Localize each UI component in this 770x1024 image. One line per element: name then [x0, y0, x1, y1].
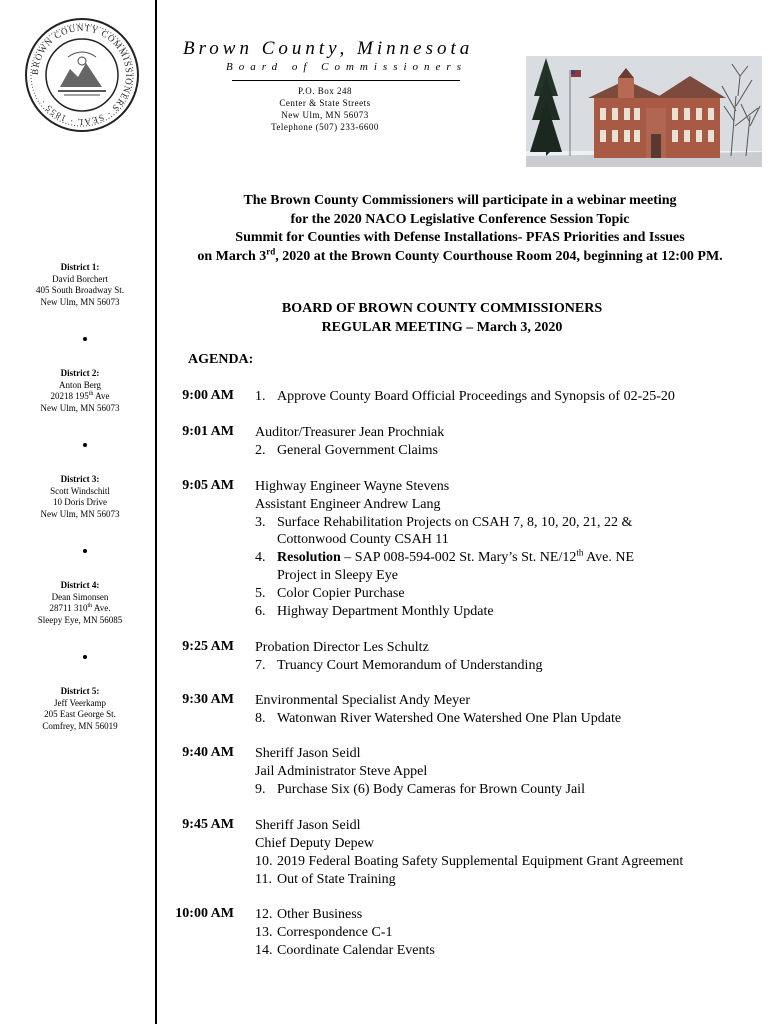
- agenda-item-5: 5. Color Copier Purchase: [255, 586, 405, 601]
- district-title: District 4:: [60, 580, 100, 590]
- district-title: District 1:: [60, 262, 100, 272]
- district-title: District 5:: [60, 686, 100, 696]
- agenda-time: 9:05 AM: [182, 478, 234, 493]
- agenda-presenter: Assistant Engineer Andrew Lang: [255, 497, 441, 512]
- sidebar-bullet: [83, 549, 87, 553]
- commissioner-address-line-1: 10 Doris Drive: [53, 497, 107, 507]
- commissioner-address-line-2: New Ulm, MN 56073: [40, 508, 120, 519]
- agenda-time: 9:25 AM: [182, 639, 234, 654]
- commissioner-name: David Borchert: [52, 273, 108, 284]
- sidebar-bullet: [83, 443, 87, 447]
- sidebar-divider: [155, 0, 157, 1024]
- agenda-item-10: 10. 2019 Federal Boating Safety Supplemental Equipment Grant Agreement: [255, 854, 684, 869]
- commissioner-address-line-2: New Ulm, MN 56073: [40, 402, 120, 413]
- commissioner-address-line-1: 20218 195th Ave: [50, 391, 110, 401]
- district-title: District 2:: [60, 368, 100, 378]
- agenda-time: 10:00 AM: [175, 906, 234, 921]
- header-title: Brown County, Minnesota: [183, 38, 474, 59]
- commissioner-address-line-2: Comfrey, MN 56019: [42, 720, 118, 731]
- agenda-presenter: Highway Engineer Wayne Stevens: [255, 479, 450, 494]
- agenda-time: 9:00 AM: [182, 388, 234, 403]
- announcement-line-2: for the 2020 NACO Legislative Conference Session Topic: [290, 211, 630, 227]
- agenda-item-7: 7. Truancy Court Memorandum of Understanding: [255, 658, 543, 673]
- announcement-line-1: The Brown County Commissioners will participate in a webinar meeting: [243, 193, 677, 208]
- agenda-time: 9:01 AM: [182, 424, 234, 439]
- agenda-time: 9:30 AM: [182, 692, 234, 707]
- commissioner-address-line-1: 28711 310th Ave.: [49, 603, 111, 613]
- district-1-card: [20, 262, 140, 308]
- agenda-time: 9:40 AM: [182, 745, 234, 760]
- agenda-item-4: 4. Resolution – SAP 008-594-002 St. Mary’s St. NE/12th Ave. NE: [255, 547, 635, 565]
- agenda-presenter: Sheriff Jason Seidl: [255, 746, 361, 761]
- courthouse-image: [526, 56, 762, 167]
- district-4-card: [20, 580, 140, 626]
- agenda-presenter: Probation Director Les Schultz: [255, 640, 429, 655]
- commissioner-name: Jeff Veerkamp: [54, 697, 106, 708]
- agenda-item-8: 8. Watonwan River Watershed One Watershed One Plan Update: [255, 711, 622, 726]
- header-address: [230, 85, 420, 133]
- header-subtitle: Board of Commissioners: [226, 61, 467, 73]
- seal-lettering: BROWN COUNTY COMMISSIONERS · SEAL · 1855 ·: [29, 22, 135, 128]
- seal-graphic: [24, 17, 140, 133]
- agenda-item-13: 13. Correspondence C-1: [255, 925, 393, 940]
- agenda-item-3-continued: Cottonwood County CSAH 11: [277, 532, 449, 547]
- district-title: District 3:: [60, 474, 100, 484]
- commissioner-name: Scott Windschitl: [50, 485, 110, 496]
- webinar-announcement: [160, 192, 760, 266]
- announcement-line-3: Summit for Counties with Defense Installations- PFAS Priorities and Issues: [235, 230, 685, 245]
- agenda-item-11: 11. Out of State Training: [255, 872, 396, 887]
- agenda-item-6: 6. Highway Department Monthly Update: [255, 604, 494, 619]
- agenda-presenter: Sheriff Jason Seidl: [255, 818, 361, 833]
- agenda-presenter: Auditor/Treasurer Jean Prochniak: [255, 425, 445, 440]
- announcement-line-4: on March 3rd, 2020 at the Brown County Courthouse Room 204, beginning at 12:00 PM.: [197, 245, 723, 264]
- agenda-item-2: 2. General Government Claims: [255, 443, 438, 458]
- address-po-box: P.O. Box 248: [297, 86, 352, 96]
- commissioner-name: Anton Berg: [58, 379, 102, 390]
- agenda-presenter: Chief Deputy Depew: [255, 836, 374, 851]
- agenda-time: 9:45 AM: [182, 817, 234, 832]
- commissioner-address-line-1: 405 South Broadway St.: [35, 285, 124, 295]
- agenda-item-1: 1. Approve County Board Official Proceedings and Synopsis of 02-25-20: [255, 389, 675, 404]
- address-telephone: Telephone (507) 233-6600: [271, 122, 379, 132]
- sidebar-bullet: [83, 655, 87, 659]
- county-seal: [24, 17, 140, 133]
- address-street: Center & State Streets: [279, 98, 371, 108]
- district-3-card: [20, 474, 140, 520]
- agenda-item-9: 9. Purchase Six (6) Body Cameras for Brown County Jail: [255, 782, 585, 797]
- district-5-card: [20, 686, 140, 732]
- meeting-subtitle: REGULAR MEETING – March 3, 2020: [321, 320, 563, 335]
- address-city: New Ulm, MN 56073: [281, 110, 369, 120]
- header-rule: [232, 80, 460, 81]
- agenda-item-12: 12. Other Business: [255, 907, 363, 922]
- commissioner-address-line-2: Sleepy Eye, MN 56085: [37, 614, 123, 625]
- agenda-item-3: 3. Surface Rehabilitation Projects on CSAH 7, 8, 10, 20, 21, 22 &: [255, 515, 633, 530]
- board-heading: [232, 299, 652, 337]
- agenda-label: AGENDA:: [188, 352, 254, 367]
- courthouse-photo: [526, 56, 762, 167]
- agenda-item-14: 14. Coordinate Calendar Events: [255, 943, 435, 958]
- commissioner-address-line-2: New Ulm, MN 56073: [40, 296, 120, 307]
- commissioner-address-line-1: 205 East George St.: [44, 709, 116, 719]
- board-title: BOARD OF BROWN COUNTY COMMISSIONERS: [281, 301, 603, 316]
- agenda-item-4-continued: Project in Sleepy Eye: [277, 568, 398, 583]
- sidebar-bullet: [83, 337, 87, 341]
- agenda-presenter: Environmental Specialist Andy Meyer: [255, 693, 471, 708]
- commissioner-name: Dean Simonsen: [51, 591, 109, 602]
- agenda-presenter: Jail Administrator Steve Appel: [255, 764, 428, 779]
- district-2-card: [20, 368, 140, 414]
